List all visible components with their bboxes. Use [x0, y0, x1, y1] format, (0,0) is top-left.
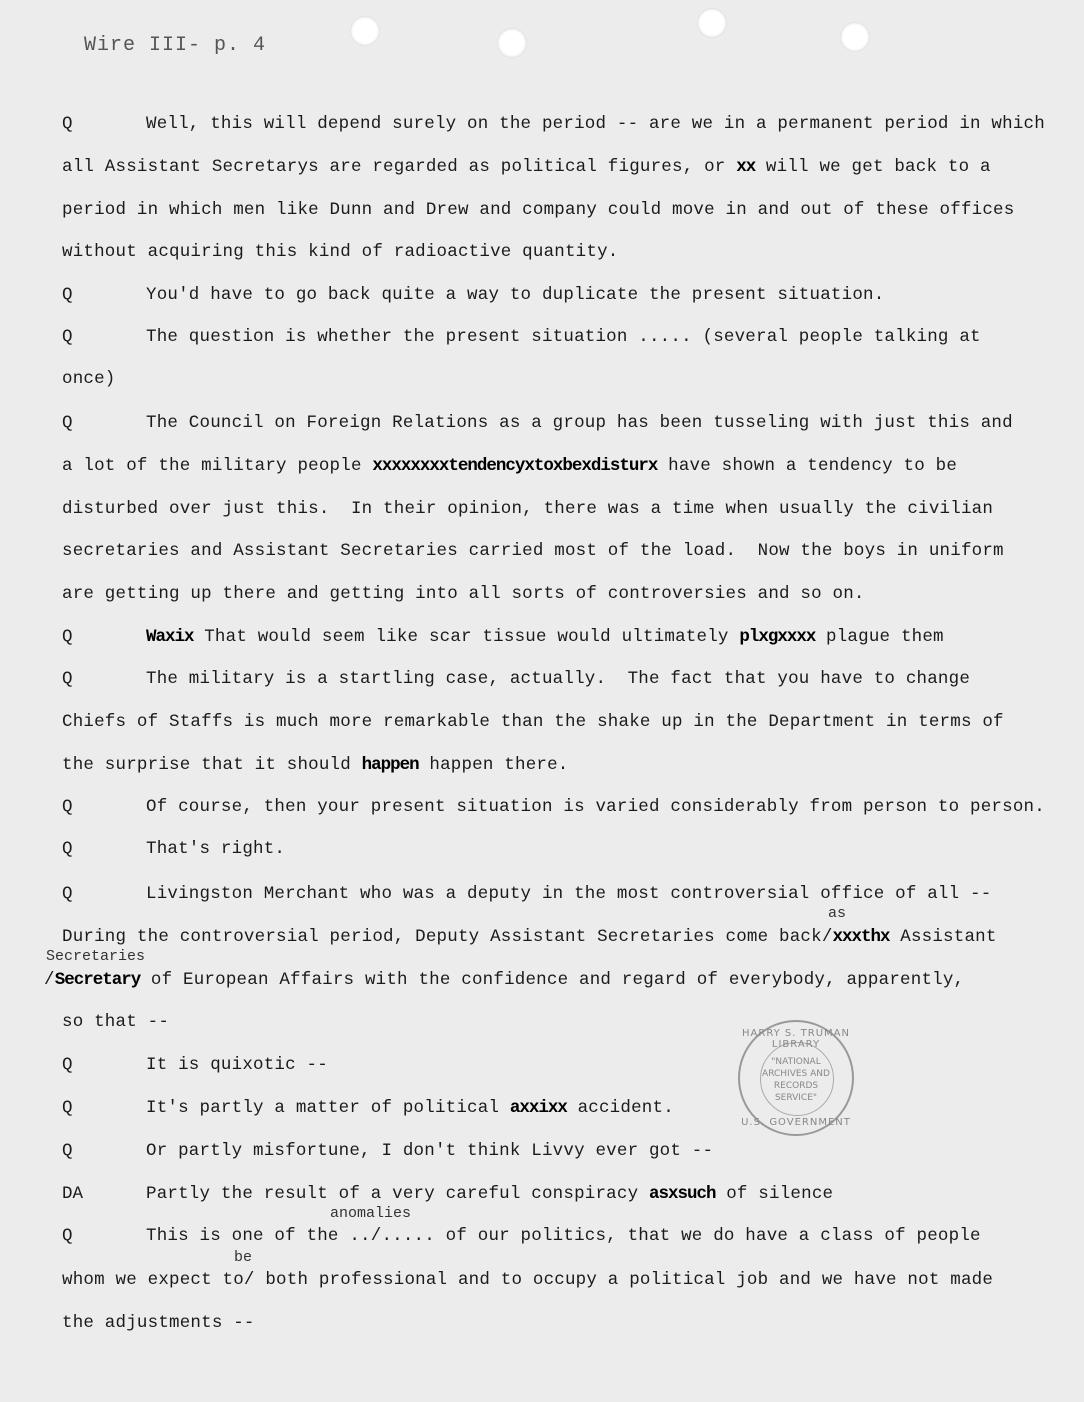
text-line: disturbed over just this. In their opinion, there was a time when usually the civilian: [62, 499, 994, 519]
text-line: During the controversial period, Deputy Assistant Secretaries come back/xxxthx Assistant: [62, 927, 997, 947]
speaker-label: Q: [62, 669, 73, 689]
text-line: Or partly misfortune, I don't think Livvy ever got --: [146, 1141, 714, 1161]
speaker-label: Q: [62, 627, 73, 647]
text-line: Chiefs of Staffs is much more remarkable than the shake up in the Department in terms of: [62, 712, 1004, 732]
text-line: the adjustments --: [62, 1313, 255, 1333]
text-line: The Council on Foreign Relations as a group has been tusseling with just this and: [146, 413, 1013, 433]
stamp-top-text: HARRY S. TRUMAN LIBRARY: [742, 1028, 850, 1050]
text-line: Of course, then your present situation is varied considerably from person to person.: [146, 797, 1045, 817]
speaker-label: Q: [62, 413, 73, 433]
text-line: The question is whether the present situation ..... (several people talking at: [146, 327, 981, 347]
speaker-label: Q: [62, 327, 73, 347]
speaker-label: Q: [62, 1098, 73, 1118]
punch-hole: [697, 8, 727, 38]
handwritten-insertion: anomalies: [330, 1205, 412, 1222]
text-line: You'd have to go back quite a way to duplicate the present situation.: [146, 285, 885, 305]
punch-hole: [840, 22, 870, 52]
text-line: Waxix That would seem like scar tissue would ultimately plxgxxxx plague them: [146, 627, 944, 647]
speaker-label: Q: [62, 1141, 73, 1161]
text-line: /Secretary of European Affairs with the confidence and regard of everybody, apparently,: [44, 970, 965, 990]
speaker-label: Q: [62, 797, 73, 817]
handwritten-insertion: Secretaries: [46, 948, 146, 965]
text-line: Livingston Merchant who was a deputy in the most controversial office of all --: [146, 884, 992, 904]
text-line: It is quixotic --: [146, 1055, 328, 1075]
speaker-label: Q: [62, 884, 73, 904]
archive-stamp: [738, 1020, 854, 1136]
stamp-center-text: "NATIONAL ARCHIVES AND RECORDS SERVICE": [762, 1057, 830, 1103]
text-line: The military is a startling case, actually. The fact that you have to change: [146, 669, 971, 689]
text-line: without acquiring this kind of radioactive quantity.: [62, 242, 619, 262]
text-line: once): [62, 369, 116, 389]
text-line: This is one of the ../..... of our politics, that we do have a class of people: [146, 1226, 981, 1246]
text-line: That's right.: [146, 839, 286, 859]
text-line: period in which men like Dunn and Drew and company could move in and out of these offices: [62, 200, 1015, 220]
text-line: are getting up there and getting into all sorts of controversies and so on.: [62, 584, 865, 604]
handwritten-insertion: as: [828, 905, 847, 922]
text-line: whom we expect to/ both professional and to occupy a political job and we have not made: [62, 1270, 994, 1290]
handwritten-insertion: be: [234, 1249, 253, 1266]
text-line: all Assistant Secretarys are regarded as political figures, or xx will we get back to a: [62, 157, 991, 177]
text-line: secretaries and Assistant Secretaries carried most of the load. Now the boys in uniform: [62, 541, 1004, 561]
speaker-label: Q: [62, 839, 73, 859]
page-header: Wire III- p. 4: [84, 34, 267, 57]
text-line: the surprise that it should happen happen there.: [62, 755, 569, 775]
stamp-bottom-text: U.S. GOVERNMENT: [741, 1117, 851, 1128]
text-line: a lot of the military people xxxxxxxxtendencyxtoxbexdisturx have shown a tendency to be: [62, 456, 958, 476]
text-line: Well, this will depend surely on the period -- are we in a permanent period in which: [146, 114, 1045, 134]
speaker-label: Q: [62, 1055, 73, 1075]
speaker-label: DA: [62, 1184, 84, 1204]
punch-hole: [350, 16, 380, 46]
text-line: Partly the result of a very careful conspiracy asxsuch of silence: [146, 1184, 834, 1204]
speaker-label: Q: [62, 114, 73, 134]
punch-hole: [497, 28, 527, 58]
speaker-label: Q: [62, 1226, 73, 1246]
text-line: It's partly a matter of political axxixx accident.: [146, 1098, 674, 1118]
text-line: so that --: [62, 1012, 170, 1032]
speaker-label: Q: [62, 285, 73, 305]
